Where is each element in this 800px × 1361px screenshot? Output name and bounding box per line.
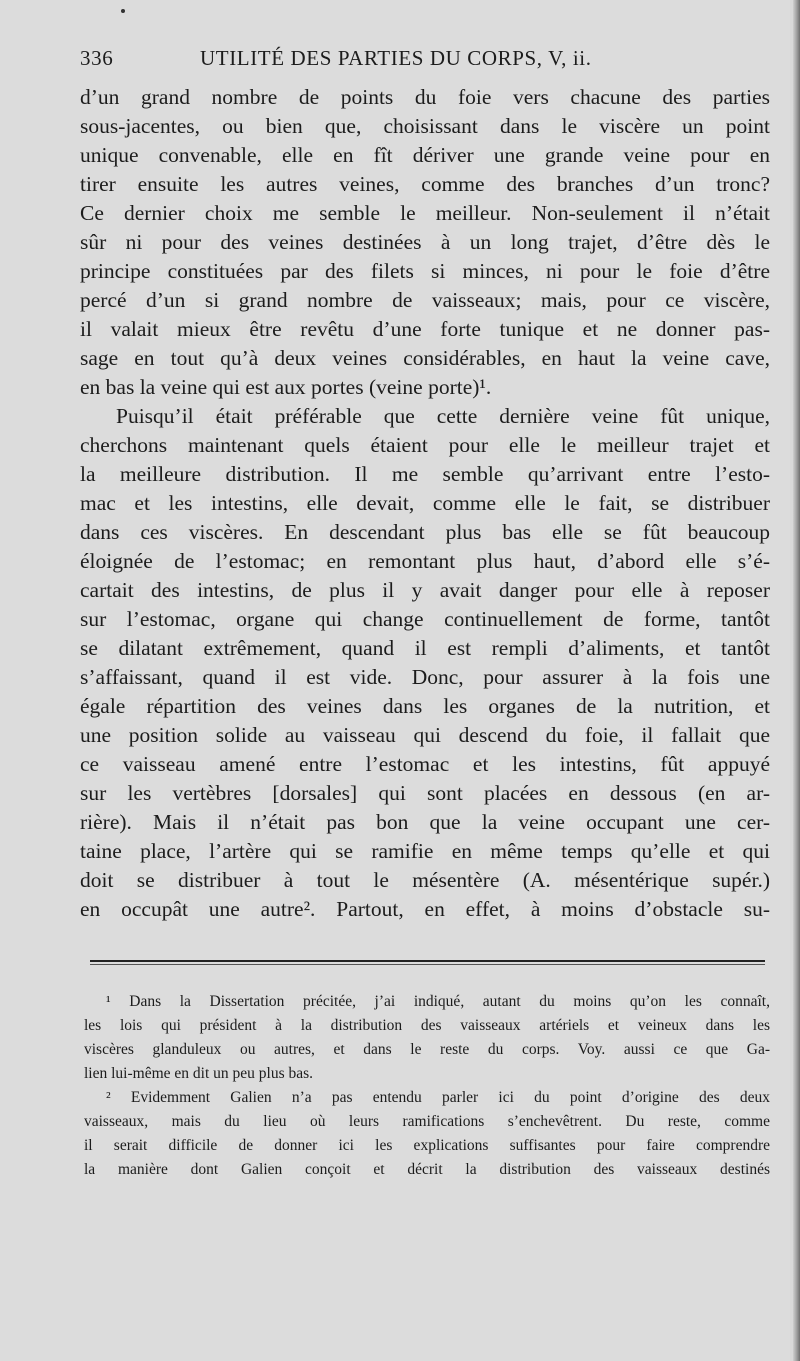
text-line: Ce dernier choix me semble le meilleur. Non-seulement il n’était (80, 201, 770, 225)
text-line: s’affaissant, quand il est vide. Donc, pour assurer à la fois une (80, 665, 770, 689)
text-line: cherchons maintenant quels étaient pour elle le meilleur trajet et (80, 433, 770, 457)
text-line: sur l’estomac, organe qui change continuellement de forme, tantôt (80, 607, 770, 631)
main-text (80, 83, 770, 924)
text-line: sûr ni pour des veines destinées à un long trajet, d’être dès le (80, 230, 770, 254)
footnote-line: lien lui-même en dit un peu plus bas. (84, 1065, 314, 1082)
footnote-line: viscères glanduleux ou autres, et dans le reste du corps. Voy. aussi ce que Ga- (84, 1041, 770, 1058)
text-line: tirer ensuite les autres veines, comme des branches d’un tronc? (80, 172, 770, 196)
footnote-line: vaisseaux, mais du lieu où leurs ramifications s’enchevêtrent. Du reste, comme (84, 1113, 770, 1130)
text-line: la meilleure distribution. Il me semble qu’arrivant entre l’esto- (80, 462, 770, 486)
running-title: UTILITÉ DES PARTIES DU CORPS, V, ii. (200, 46, 592, 70)
text-line: une position solide au vaisseau qui descend du foie, il fallait que (80, 723, 770, 747)
footnote-line: il serait difficile de donner ici les explications suffisantes pour faire comprendre (84, 1137, 770, 1154)
text-line: taine place, l’artère qui se ramifie en même temps qu’elle et qui (80, 839, 770, 863)
text-line: en bas la veine qui est aux portes (veine porte)¹. (80, 375, 492, 399)
footnotes (84, 990, 770, 1182)
footnote-divider-thin (90, 964, 765, 965)
ink-speck (121, 9, 125, 13)
text-line: rière). Mais il n’était pas bon que la veine occupant une cer- (80, 810, 770, 834)
footnote-line: ² Evidemment Galien n’a pas entendu parler ici du point d’origine des deux (106, 1089, 770, 1106)
text-line: sur les vertèbres [dorsales] qui sont placées en dessous (en ar- (80, 781, 770, 805)
footnote-divider (90, 960, 765, 962)
text-line: d’un grand nombre de points du foie vers chacune des parties (80, 85, 770, 109)
text-line: cartait des intestins, de plus il y avait danger pour elle à reposer (80, 578, 770, 602)
text-line: se dilatant extrêmement, quand il est rempli d’aliments, et tantôt (80, 636, 770, 660)
text-line: dans ces viscères. En descendant plus bas elle se fût beaucoup (80, 520, 770, 544)
page-edge-shadow (793, 0, 800, 1361)
text-line: il valait mieux être revêtu d’une forte tunique et ne donner pas- (80, 317, 770, 341)
text-line: percé d’un si grand nombre de vaisseaux; mais, pour ce viscère, (80, 288, 770, 312)
text-line: sous-jacentes, ou bien que, choisissant dans le viscère un point (80, 114, 770, 138)
footnote-line: les lois qui président à la distribution des vaisseaux artériels et veineux dans les (84, 1017, 770, 1034)
text-line: ce vaisseau amené entre l’estomac et les intestins, fût appuyé (80, 752, 770, 776)
text-line: en occupât une autre². Partout, en effet, à moins d’obstacle su- (80, 897, 770, 921)
text-line: mac et les intestins, elle devait, comme elle le fait, se distribuer (80, 491, 770, 515)
text-line: sage en tout qu’à deux veines considérables, en haut la veine cave, (80, 346, 770, 370)
footnote-line: ¹ Dans la Dissertation précitée, j’ai indiqué, autant du moins qu’on les connaît, (106, 993, 770, 1010)
footnote-line: la manière dont Galien conçoit et décrit la distribution des vaisseaux destinés (84, 1161, 770, 1178)
text-line: unique convenable, elle en fît dériver une grande veine pour en (80, 143, 770, 167)
running-header (80, 46, 770, 76)
text-line: principe constituées par des filets si minces, ni pour le foie d’être (80, 259, 770, 283)
text-line: égale répartition des veines dans les organes de la nutrition, et (80, 694, 770, 718)
text-line: Puisqu’il était préférable que cette dernière veine fût unique, (116, 404, 770, 428)
text-line: doit se distribuer à tout le mésentère (A. mésentérique supér.) (80, 868, 770, 892)
text-line: éloignée de l’estomac; en remontant plus haut, d’abord elle s’é- (80, 549, 770, 573)
page-number: 336 (80, 46, 114, 70)
